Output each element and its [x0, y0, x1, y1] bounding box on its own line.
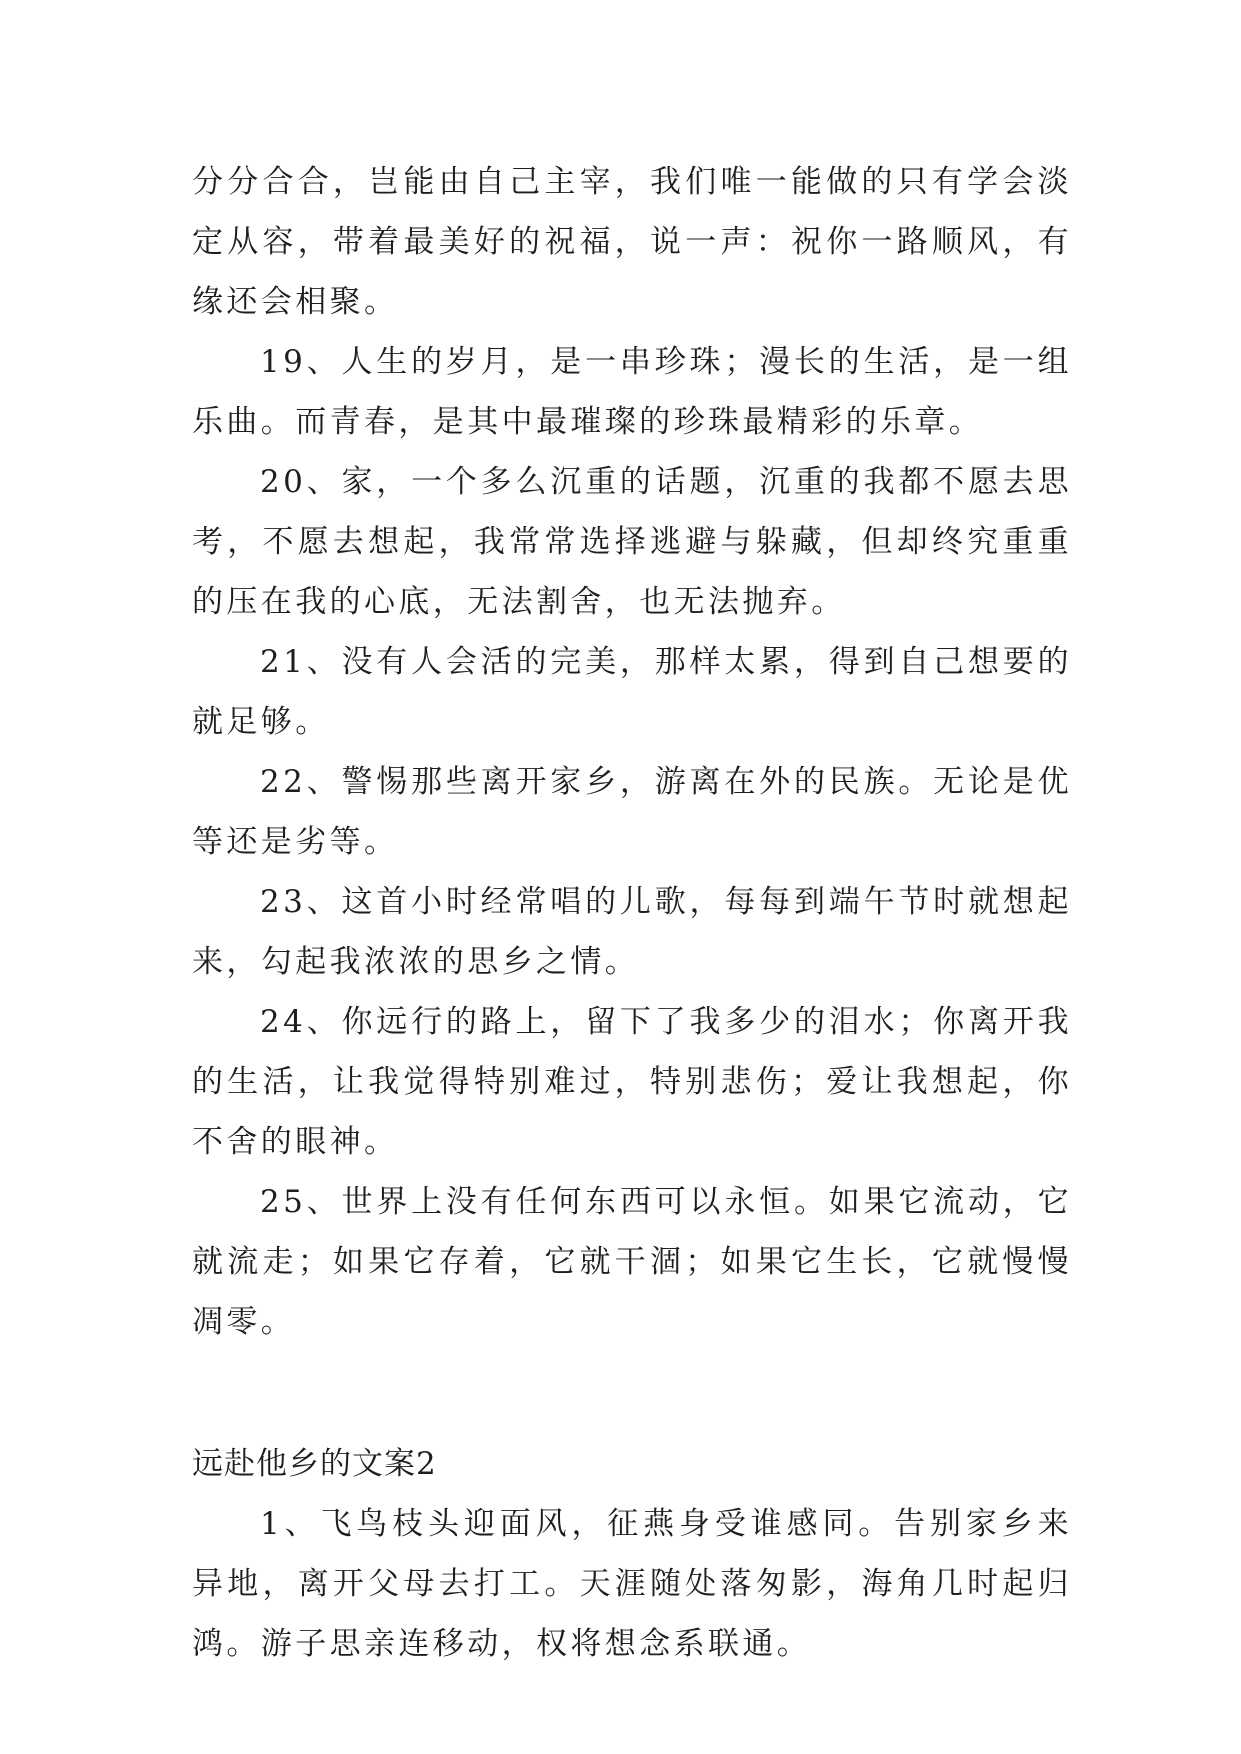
- paragraph-item-19: 19、人生的岁月，是一串珍珠；漫长的生活，是一组乐曲。而青春，是其中最璀璨的珍珠最精彩的乐章。: [192, 344, 1072, 440]
- paragraph-item-22: 22、警惕那些离开家乡，游离在外的民族。无论是优等还是劣等。: [192, 764, 1072, 860]
- paragraph-continuation: 分分合合，岂能由自己主宰，我们唯一能做的只有学会淡定从容，带着最美好的祝福，说一声：祝你一路顺风，有缘还会相聚。: [192, 164, 1072, 320]
- document-body: [192, 152, 1072, 1674]
- paragraph-item-24: 24、你远行的路上，留下了我多少的泪水；你离开我的生活，让我觉得特别难过，特别悲伤；爱让我想起，你不舍的眼神。: [192, 1004, 1072, 1160]
- paragraph-item-1: 1、飞鸟枝头迎面风，征燕身受谁感同。告别家乡来异地，离开父母去打工。天涯随处落匆影，海角几时起归鸿。游子思亲连移动，权将想念系联通。: [192, 1506, 1072, 1662]
- paragraph-item-20: 20、家，一个多么沉重的话题，沉重的我都不愿去思考，不愿去想起，我常常选择逃避与躲藏，但却终究重重的压在我的心底，无法割舍，也无法抛弃。: [192, 464, 1072, 620]
- section-heading: 远赴他乡的文案2: [192, 1446, 437, 1482]
- paragraph-item-23: 23、这首小时经常唱的儿歌，每每到端午节时就想起来，勾起我浓浓的思乡之情。: [192, 884, 1072, 980]
- paragraph-item-21: 21、没有人会活的完美，那样太累，得到自己想要的就足够。: [192, 644, 1072, 740]
- paragraph-item-25: 25、世界上没有任何东西可以永恒。如果它流动，它就流走；如果它存着，它就干涸；如果它生长，它就慢慢凋零。: [192, 1184, 1072, 1340]
